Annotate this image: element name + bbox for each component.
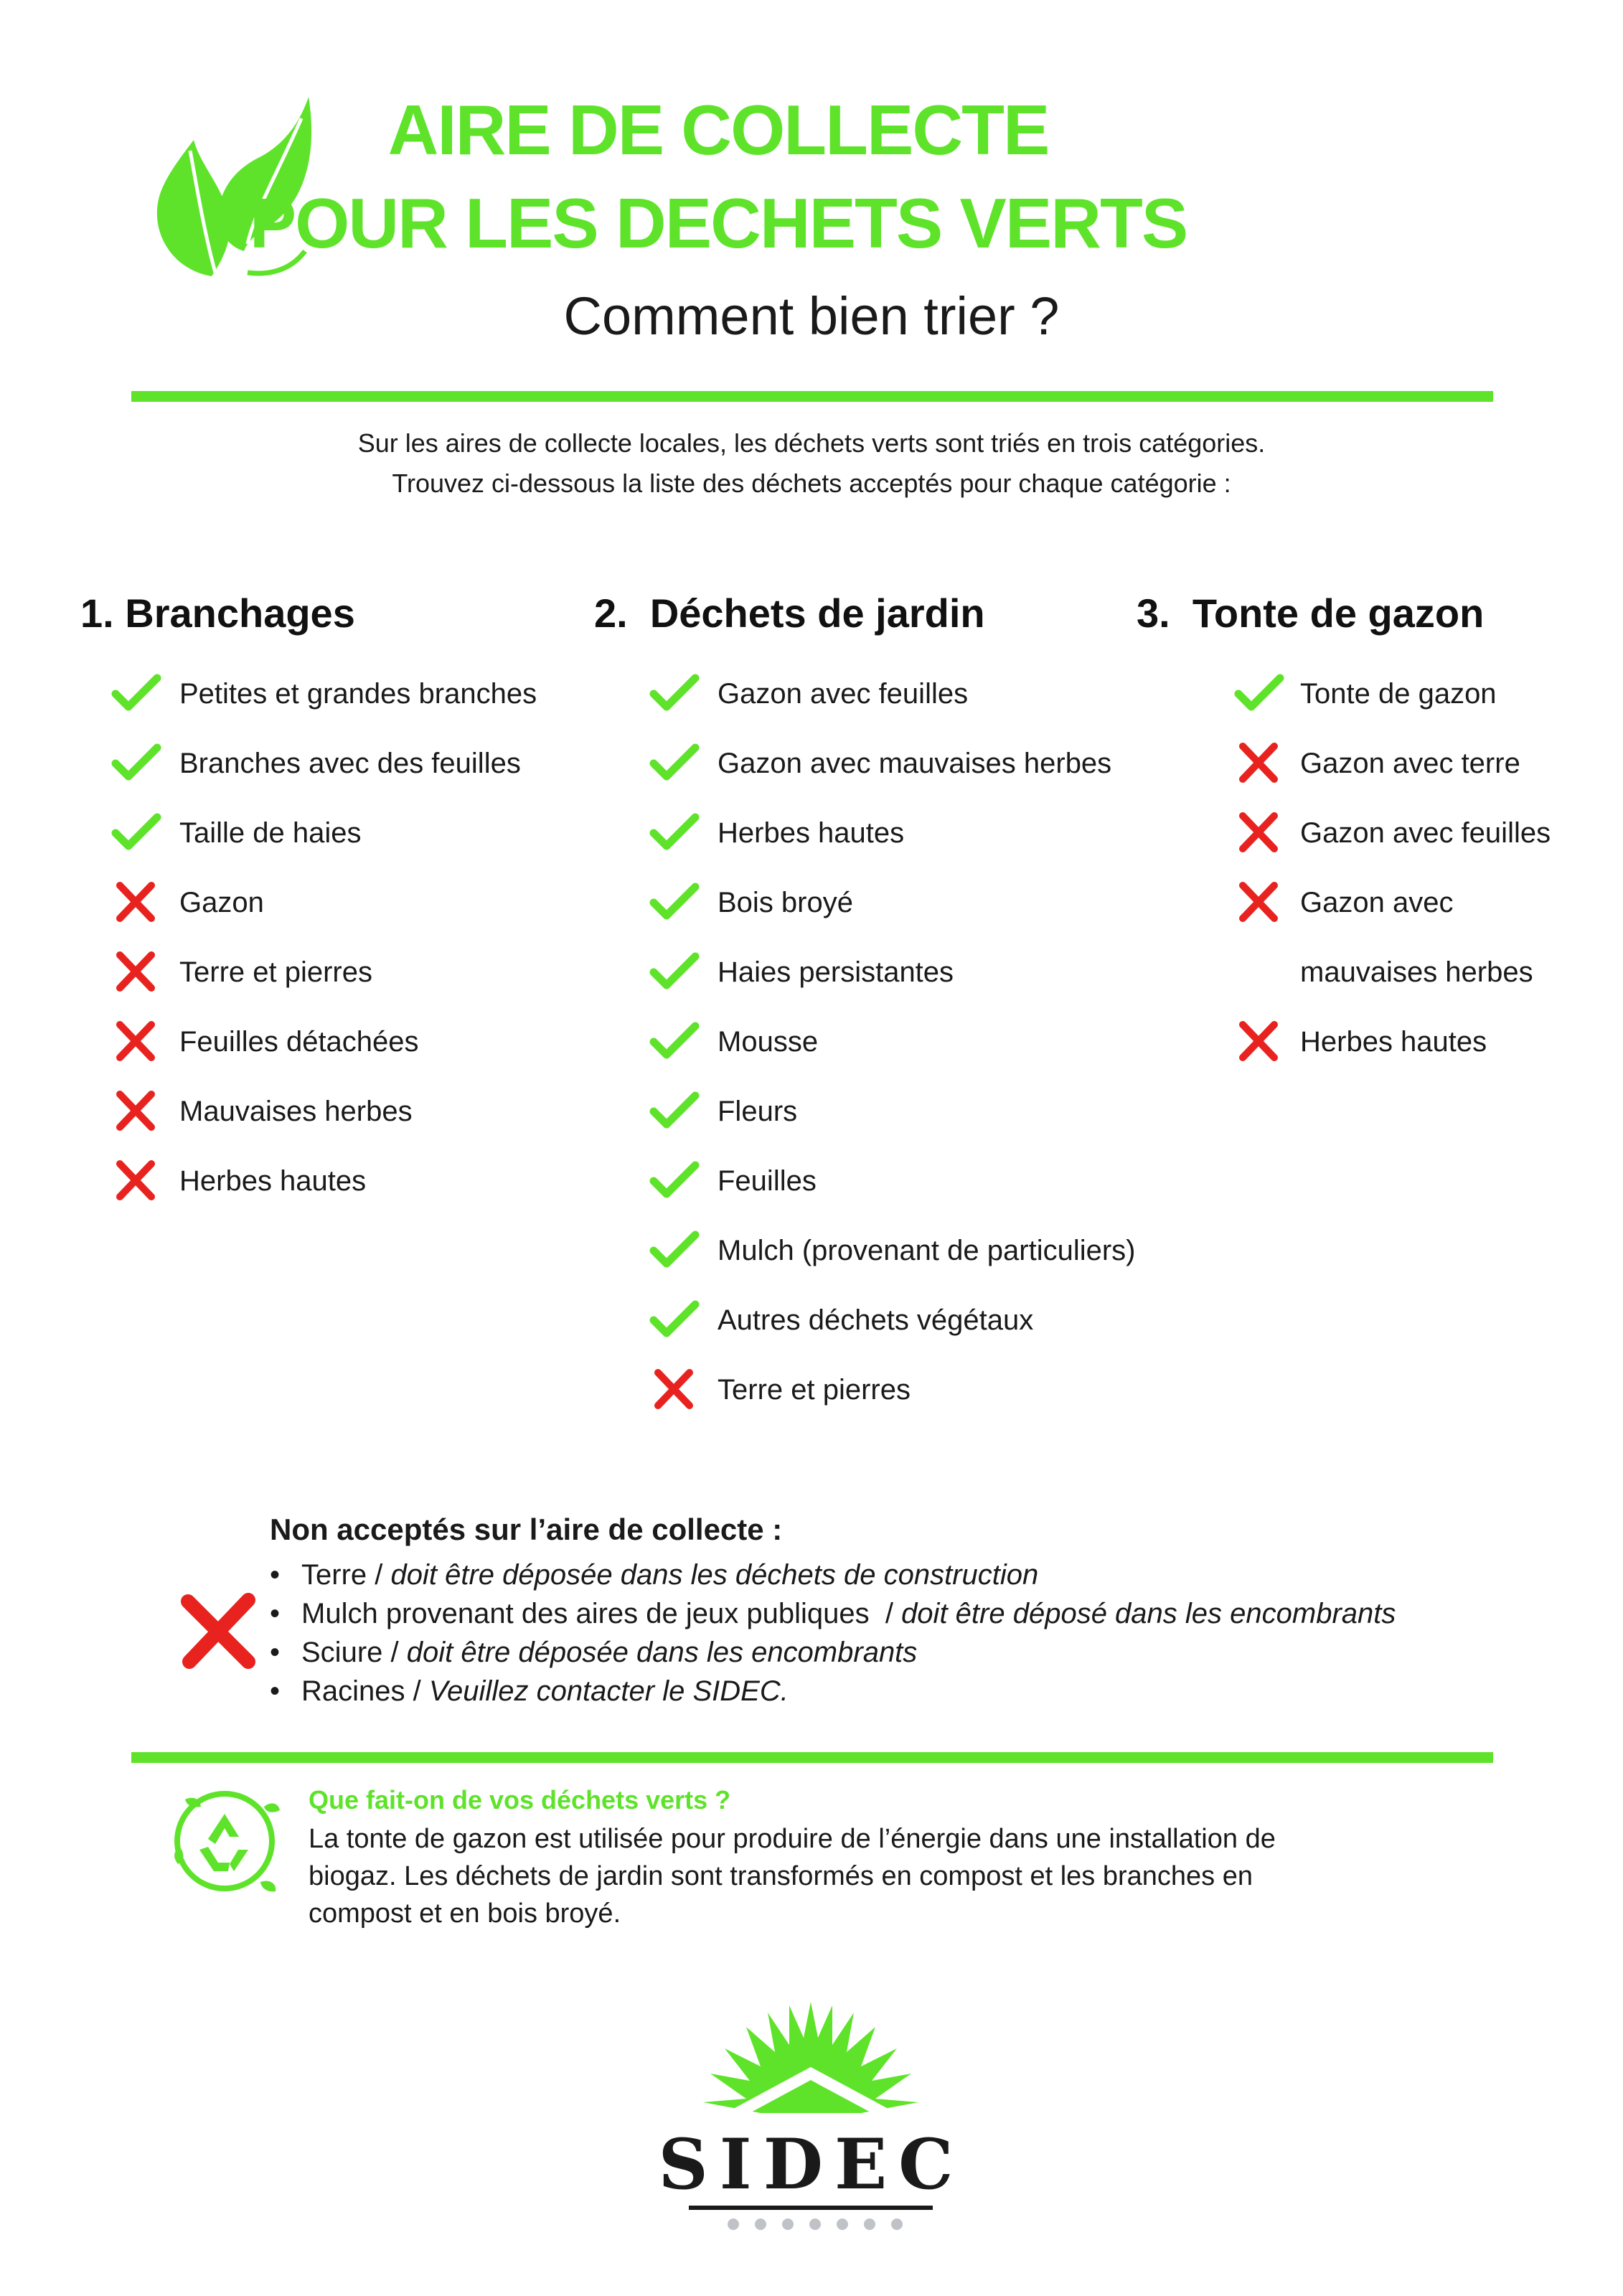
sidec-underline [689,2206,933,2210]
list-item-label: Feuilles détachées [179,1026,419,1058]
cross-icon [111,1020,161,1063]
check-icon [111,742,161,785]
recycle-icon [164,1778,286,1900]
divider-top [131,391,1493,402]
cross-icon [111,951,161,994]
sidec-dots [725,2217,911,2231]
info-line-2: biogaz. Les déchets de jardin sont transformés en compost et les branches en [309,1861,1253,1891]
check-icon [649,672,700,715]
cross-icon [1234,742,1284,785]
info-line-1: La tonte de gazon est utilisée pour produire de l’énergie dans une installation de [309,1824,1276,1854]
not-accepted-title: Non acceptés sur l’aire de collecte : [270,1512,783,1546]
intro-line-1: Sur les aires de collecte locales, les déchets verts sont triés en trois catégories. [357,428,1266,458]
list-item-label: Terre et pierres [718,1374,911,1406]
list-item-label: Mousse [718,1026,819,1058]
list-item: • Mulch provenant des aires de jeux publiques / doit être déposé dans les encombrants [270,1598,1396,1629]
list-item-label: Mauvaises herbes [179,1096,413,1127]
list-item-label: Herbes hautes [179,1165,367,1197]
cross-icon [1234,1020,1284,1063]
category-heading-dechets-jardin: 2. Déchets de jardin [594,591,985,636]
list-item-label: Gazon avec [1300,887,1454,918]
info-title: Que fait-on de vos déchets verts ? [309,1785,731,1815]
list-item: • Racines / Veuillez contacter le SIDEC. [270,1675,789,1707]
list-item-label: Branches avec des feuilles [179,748,521,779]
list-item-label: Gazon avec mauvaises herbes [718,748,1112,779]
check-icon [649,1159,700,1203]
sidec-sun-logo [689,1995,933,2138]
intro-text [0,423,1623,504]
list-item-label: Bois broyé [718,887,853,918]
cross-icon [649,1368,700,1411]
check-icon [649,1229,700,1272]
cross-icon [111,1090,161,1133]
info-body [309,1820,1457,1932]
title-line-2: POUR LES DECHETS VERTS [249,184,1187,263]
list-item-label: Feuilles [718,1165,817,1197]
list-item-label: Herbes hautes [718,817,905,849]
list-item-label: Gazon avec terre [1300,748,1520,779]
list-item-label: Petites et grandes branches [179,678,537,710]
list-item: • Terre / doit être déposée dans les déchets de construction [270,1559,1039,1591]
list-item-label: Haies persistantes [718,956,954,988]
check-icon [649,742,700,785]
cross-icon [111,1159,161,1203]
list-item: • Sciure / doit être déposée dans les encombrants [270,1637,918,1668]
sidec-logo-text: SIDEC [658,2124,965,2205]
cross-icon [179,1591,258,1670]
check-icon [111,811,161,855]
intro-line-2: Trouvez ci-dessous la liste des déchets acceptés pour chaque catégorie : [392,469,1231,498]
check-icon [649,881,700,924]
check-icon [649,1090,700,1133]
check-icon [111,672,161,715]
cross-icon [111,881,161,924]
not-accepted-list [270,1556,1396,1711]
cross-icon [1234,881,1284,924]
list-item-label: Mulch (provenant de particuliers) [718,1235,1136,1266]
list-item-label: Fleurs [718,1096,798,1127]
check-icon [649,1020,700,1063]
category-heading-tonte-gazon: 3. Tonte de gazon [1137,591,1485,636]
list-item-label: Terre et pierres [179,956,372,988]
list-item-label: Gazon avec feuilles [718,678,969,710]
check-icon [649,951,700,994]
cross-icon [1234,811,1284,855]
list-item-label: Gazon [179,887,264,918]
list-item-label: Tonte de gazon [1300,678,1497,710]
divider-bottom [131,1752,1493,1763]
list-item-label-continued: mauvaises herbes [1300,956,1533,988]
info-line-3: compost et en bois broyé. [309,1899,621,1929]
list-item-label: Gazon avec feuilles [1300,817,1551,849]
list-item-label: Autres déchets végétaux [718,1304,1034,1336]
check-icon [649,811,700,855]
list-item-label: Herbes hautes [1300,1026,1487,1058]
subtitle: Comment bien trier ? [563,286,1060,346]
list-item-label: Taille de haies [179,817,362,849]
title-line-1: AIRE DE COLLECTE [387,90,1049,169]
check-icon [1234,672,1284,715]
category-heading-branchages: 1. Branchages [80,591,355,636]
check-icon [649,1299,700,1342]
